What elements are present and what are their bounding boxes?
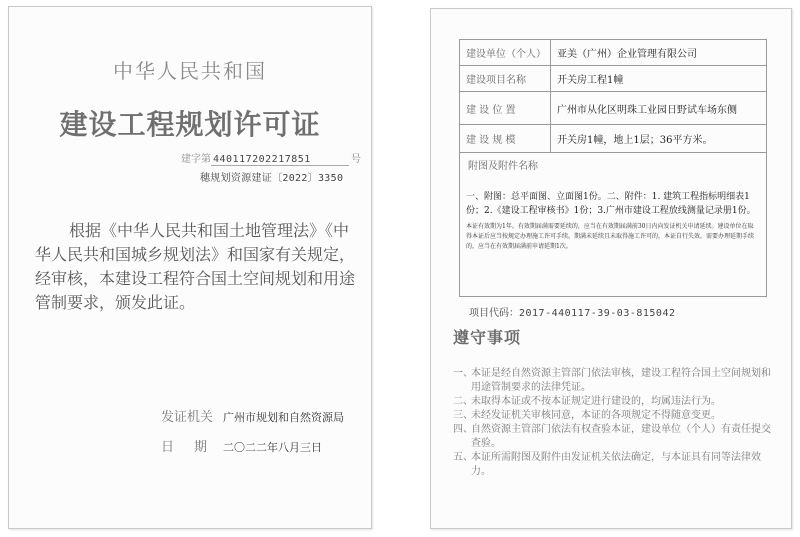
row-label: 建 设 规 模 bbox=[460, 125, 551, 153]
notice-text: 未取得本证或不按本证规定进行建设的，均属违法行为。 bbox=[471, 396, 721, 407]
notice-text: 未经发证机关审核同意，本证的各项规定不得随意变更。 bbox=[471, 410, 721, 421]
project-code-row bbox=[469, 304, 676, 319]
notice-marker: 一、 bbox=[453, 368, 473, 379]
list-item bbox=[453, 451, 773, 479]
number-suffix: 号 bbox=[351, 154, 361, 165]
certificate-back-page bbox=[430, 8, 792, 529]
notice-text: 自然资源主管部门依法有权查验本证，建设单位（个人）有责任提交查验。 bbox=[471, 424, 771, 449]
list-item bbox=[453, 409, 773, 423]
row-value: 开关房1幢，地上1层；36平方米。 bbox=[551, 125, 767, 153]
attachments-list: 一、附图：总平面图、立面图1份。二、附件：1. 建筑工程指标明细表1份；2.《建设工程审核书》1份；3.广州市建设工程放线测量记录册1份。 bbox=[466, 192, 756, 216]
notice-list bbox=[453, 367, 773, 479]
issuer-value: 广州市规划和自然资源局 bbox=[223, 411, 345, 424]
issuer-label: 发证机关 bbox=[161, 410, 214, 425]
row-value: 开关房工程1幢 bbox=[551, 66, 767, 92]
attachments-cell bbox=[460, 153, 767, 297]
table-row bbox=[460, 92, 767, 125]
table-row bbox=[460, 66, 767, 92]
notice-marker: 五、 bbox=[453, 452, 473, 463]
date-label: 日期 bbox=[161, 440, 228, 455]
notice-marker: 三、 bbox=[453, 410, 473, 421]
notice-marker: 四、 bbox=[453, 424, 473, 435]
list-item bbox=[453, 423, 773, 451]
certificate-statement: 根据《中华人民共和国土地管理法》《中华人民共和国城乡规划法》和国家有关规定，经审核，本建设工程符合国土空间规划和用途管制要求，颁发此证。 bbox=[35, 221, 356, 312]
date-value: 二〇二二年八月三日 bbox=[223, 441, 323, 454]
issuer-row bbox=[161, 406, 344, 425]
row-value: 亚美（广州）企业管理有限公司 bbox=[551, 40, 767, 66]
notice-title: 遵守事项 bbox=[453, 328, 522, 347]
row-label: 建 设 位 置 bbox=[460, 92, 551, 125]
row-value: 广州市从化区明珠工业园日野试车场东侧 bbox=[551, 92, 767, 125]
attachments-note: 本证有效期为1年。有效期届满需要延续的，应当在有效期届满前30日内向发证机关申请延续。建设单位在取得本证后应当按规定办理施工许可手续。期满未延续且未取得施工许可的，本证自行失效。需要办理延期手续的，应当在有效期届满前申请延期1次。 bbox=[466, 223, 755, 250]
row-label: 建设单位（个人） bbox=[460, 40, 551, 66]
project-info-table bbox=[459, 39, 767, 297]
list-item bbox=[453, 367, 773, 395]
attachments-row bbox=[460, 153, 767, 297]
certificate-number: 440117202217851 bbox=[211, 154, 349, 166]
date-row bbox=[161, 436, 322, 455]
row-label: 建设项目名称 bbox=[460, 66, 551, 92]
project-code-label: 项目代码： bbox=[469, 308, 519, 319]
certificate-code: 穗规划资源建证〔2022〕3350 bbox=[200, 173, 344, 184]
attachments-label: 附图及附件名称 bbox=[468, 161, 538, 172]
table-row bbox=[460, 125, 767, 153]
notice-marker: 二、 bbox=[453, 396, 473, 407]
table-row bbox=[460, 40, 767, 66]
project-code: 2017-440117-39-03-815042 bbox=[519, 308, 676, 319]
number-prefix: 建字第 bbox=[181, 154, 211, 165]
list-item bbox=[453, 395, 773, 409]
certificate-title: 建设工程规划许可证 bbox=[59, 108, 321, 141]
certificate-front-page bbox=[8, 6, 372, 529]
notice-text: 本证所需附图及附件由发证机关依法确定，与本证具有同等法律效力。 bbox=[471, 452, 761, 477]
notice-text: 本证是经自然资源主管部门依法审核，建设工程符合国土空间规划和用途管制要求的法律凭证。 bbox=[471, 368, 771, 393]
country-name: 中华人民共和国 bbox=[113, 59, 267, 83]
certificate-number-row bbox=[181, 150, 361, 166]
